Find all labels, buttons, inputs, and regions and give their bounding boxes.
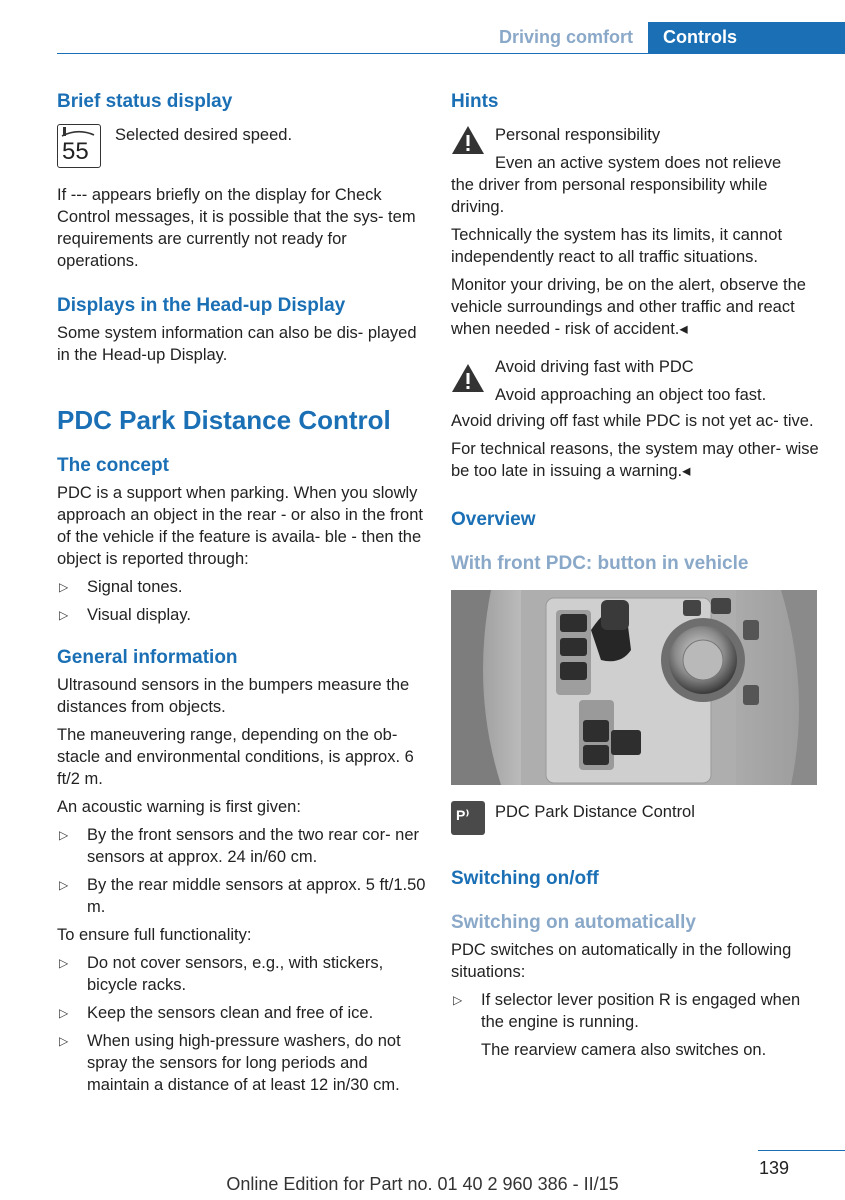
speed-number: 55 (62, 138, 89, 165)
speed-icon-row (57, 124, 427, 174)
concept-para: PDC is a support when parking. When you slowly approach an object in the rear - or also in the front of the vehicle if the feature is availa‐ ble - then the object is reported through: (57, 484, 423, 568)
bullet-icon: ▷ (59, 878, 69, 892)
auto-list (451, 989, 821, 1033)
brief-status-para: If --- appears briefly on the display for Check Control messages, it is possible that the sys‐ tem requirements are currently not ready for operations. (57, 186, 416, 270)
warning-2-line2: Avoid approaching an object too fast. (495, 386, 767, 404)
warning-1-rest: the driver from personal responsibility while driving. (451, 176, 768, 216)
header-rule (57, 53, 845, 54)
warning-1-title: Personal responsibility (495, 126, 661, 144)
general-heading: General information (57, 647, 238, 668)
pdc-icon-row (451, 801, 821, 841)
concept-heading: The concept (57, 455, 169, 476)
bullet-icon: ▷ (59, 828, 69, 842)
general-para-2: The maneuvering range, depending on the ob‐ stacle and environmental conditions, is approx. 6 ft/2 m. (57, 726, 414, 788)
warning-triangle-icon (451, 362, 485, 394)
footer-rule (758, 1150, 845, 1151)
general-para-1: Ultrasound sensors in the bumpers measure the distances from objects. (57, 676, 410, 716)
bullet-icon: ▷ (59, 1034, 69, 1048)
speed-icon-text: Selected desired speed. (115, 126, 293, 144)
bullet-icon: ▷ (59, 1006, 69, 1020)
warning-2-title: Avoid driving fast with PDC (495, 358, 694, 376)
hints-para-3: Monitor your driving, be on the alert, observe the vehicle surroundings and other traffic and react when needed - risk of accident.◂ (451, 276, 806, 338)
switching-heading: Switching on/off (451, 868, 599, 889)
warning-1-line2: Even an active system does not relieve (495, 154, 782, 172)
list-item: ▷ Do not cover sensors, e.g., with stickers, bicycle racks. (59, 954, 384, 994)
concept-list (57, 576, 427, 626)
pdc-icon-text: PDC Park Distance Control (495, 803, 695, 821)
section-title: Driving comfort (498, 27, 633, 47)
ensure-para: To ensure full functionality: (57, 926, 252, 944)
front-pdc-heading: With front PDC: button in vehicle (451, 553, 749, 574)
auto-heading: Switching on automatically (451, 912, 696, 933)
list-item: ▷ If selector lever position R is engaged when the engine is running. (453, 991, 801, 1031)
brief-status-heading: Brief status display (57, 91, 233, 112)
page-number: 139 (759, 1158, 790, 1178)
bullet-icon: ▷ (59, 956, 69, 970)
bullet-icon: ▷ (453, 993, 463, 1007)
page-header (57, 22, 845, 54)
auto-bullet-sub: The rearview camera also switches on. (481, 1041, 767, 1059)
hud-heading: Displays in the Head-up Display (57, 295, 346, 316)
list-item: ▷ Keep the sensors clean and free of ice. (59, 1004, 374, 1022)
general-para-3: An acoustic warning is first given: (57, 798, 301, 816)
hints-para-2: Technically the system has its limits, it cannot independently react to all traffic situations. (451, 226, 783, 266)
chapter-tab: Controls (648, 22, 845, 54)
list-item: ▷ When using high-pressure washers, do not spray the sensors for long periods and maintain a distance of at least 12 in/30 cm. (59, 1032, 401, 1094)
bullet-icon: ▷ (59, 608, 69, 622)
warning-triangle-icon (451, 124, 485, 156)
center-console-photo (451, 590, 817, 785)
warning-list (57, 824, 427, 918)
list-item: ▷ Visual display. (59, 606, 191, 624)
hud-para: Some system information can also be dis‐ played in the Head-up Display. (57, 324, 417, 364)
speed-display-icon (57, 124, 101, 168)
bullet-icon: ▷ (59, 580, 69, 594)
warning-2-para: Avoid driving off fast while PDC is not yet ac‐ tive. (451, 412, 814, 430)
pdc-button-icon: P⁾ (451, 801, 485, 835)
list-item: ▷ Signal tones. (59, 578, 183, 596)
list-item: ▷ By the rear middle sensors at approx. 5 ft/1.50 m. (59, 876, 426, 916)
overview-heading: Overview (451, 509, 536, 530)
ensure-list (57, 952, 427, 1096)
hints-heading: Hints (451, 91, 499, 112)
edition-footer: Online Edition for Part no. 01 40 2 960 386 - II/15 (226, 1174, 619, 1194)
right-column (451, 90, 821, 1061)
list-item: ▷ By the front sensors and the two rear cor‐ ner sensors at approx. 24 in/60 cm. (59, 826, 419, 866)
warning-2-para-2: For technical reasons, the system may other‐ wise be too late in issuing a warning.◂ (451, 440, 819, 480)
warning-row-1 (451, 124, 821, 174)
pdc-heading: PDC Park Distance Control (57, 405, 391, 435)
left-column (57, 90, 427, 1096)
auto-para: PDC switches on automatically in the following situations: (451, 941, 792, 981)
warning-row-2 (451, 356, 821, 406)
